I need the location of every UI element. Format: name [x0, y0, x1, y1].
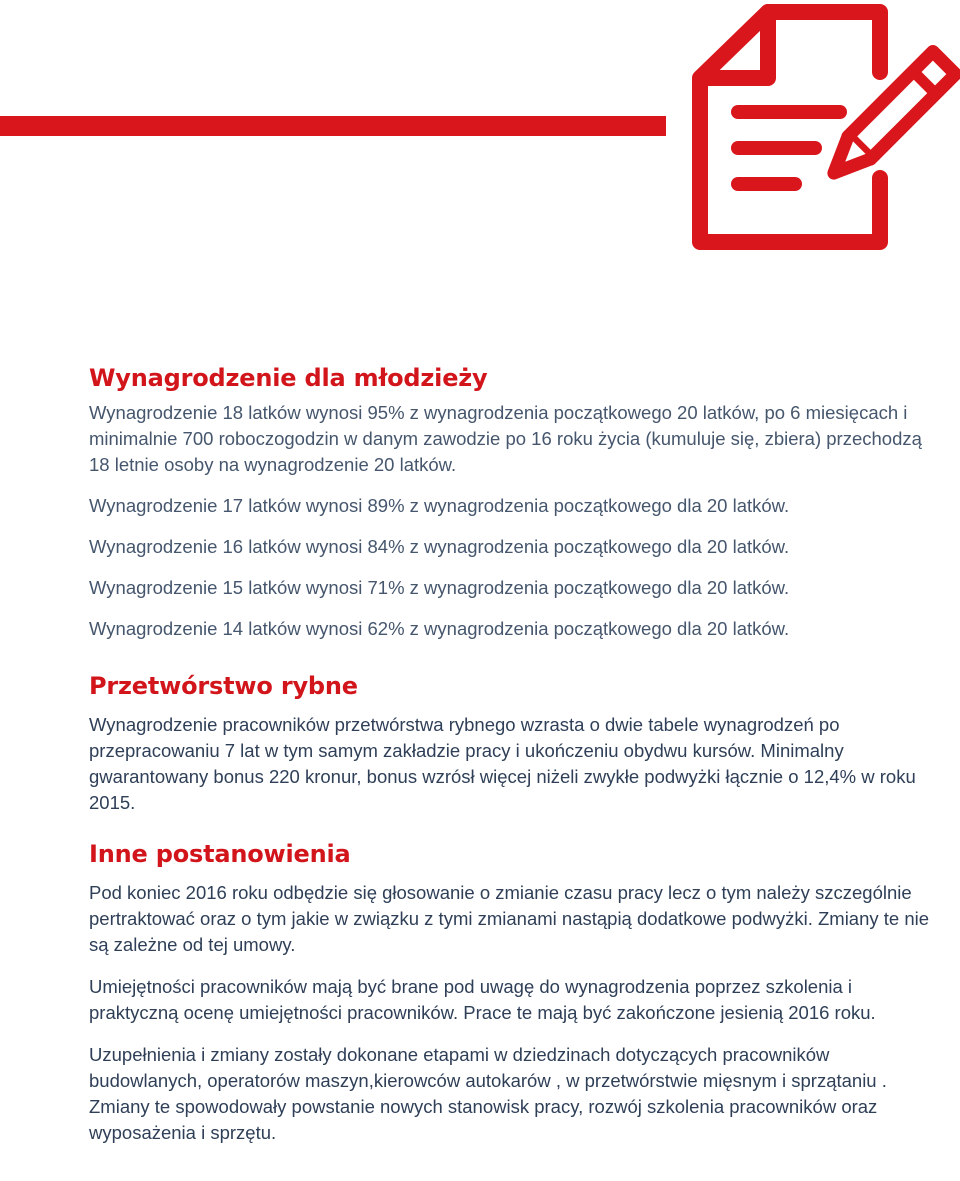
section-title-youth-wages: Wynagrodzenie dla młodzieży	[89, 364, 488, 392]
paragraph: Wynagrodzenie 14 latków wynosi 62% z wynagrodzenia początkowego dla 20 latków.	[89, 618, 790, 639]
document-pencil-icon	[690, 2, 960, 252]
paragraph: Wynagrodzenie 16 latków wynosi 84% z wynagrodzenia początkowego dla 20 latków.	[89, 536, 790, 557]
paragraph: Wynagrodzenie 17 latków wynosi 89% z wynagrodzenia początkowego dla 20 latków.	[89, 495, 790, 516]
paragraph: Wynagrodzenie 18 latków wynosi 95% z wynagrodzenia początkowego 20 latków, po 6 miesięcach i minimalnie 700 roboczogodzin w danym zawodzie po 16 roku życia (kumuluje się, zbiera) przechodzą 18 letnie osoby na wynagrodzenie 20 latków.	[89, 402, 922, 475]
paragraph: Umiejętności pracowników mają być brane pod uwagę do wynagrodzenia poprzez szkolenia i praktyczną ocenę umiejętności pracowników. Prace te mają być zakończone jesienią 2016 roku.	[89, 976, 876, 1023]
paragraph: Pod koniec 2016 roku odbędzie się głosowanie o zmianie czasu pracy lecz o tym należy szczególnie pertraktować oraz o tym jakie w związku z tymi zmianami nastąpią dodatkowe podwyżki. Zmiany te nie są zależne od tej umowy.	[89, 882, 930, 955]
red-header-bar	[0, 116, 666, 136]
section-title-other-provisions: Inne postanowienia	[89, 840, 351, 868]
paragraph: Wynagrodzenie pracowników przetwórstwa rybnego wzrasta o dwie tabele wynagrodzeń po przepracowaniu 7 lat w tym samym zakładzie pracy i ukończeniu obydwu kursów. Minimalny gwarantowany bonus 220 kronur, bonus wzrósł więcej niżeli zwykłe podwyżki łącznie o 12,4% w roku 2015.	[89, 714, 916, 813]
section-title-fish-processing: Przetwórstwo rybne	[89, 672, 358, 700]
paragraph: Wynagrodzenie 15 latków wynosi 71% z wynagrodzenia początkowego dla 20 latków.	[89, 577, 790, 598]
document-content	[89, 362, 934, 1146]
paragraph: Uzupełnienia i zmiany zostały dokonane etapami w dziedzinach dotyczących pracowników budowlanych, operatorów maszyn,kierowców autokarów , w przetwórstwie mięsnym i sprzątaniu . Zmiany te spowodowały powstanie nowych stanowisk pracy, rozwój szkolenia pracowników oraz wyposażenia i sprzętu.	[89, 1044, 887, 1143]
